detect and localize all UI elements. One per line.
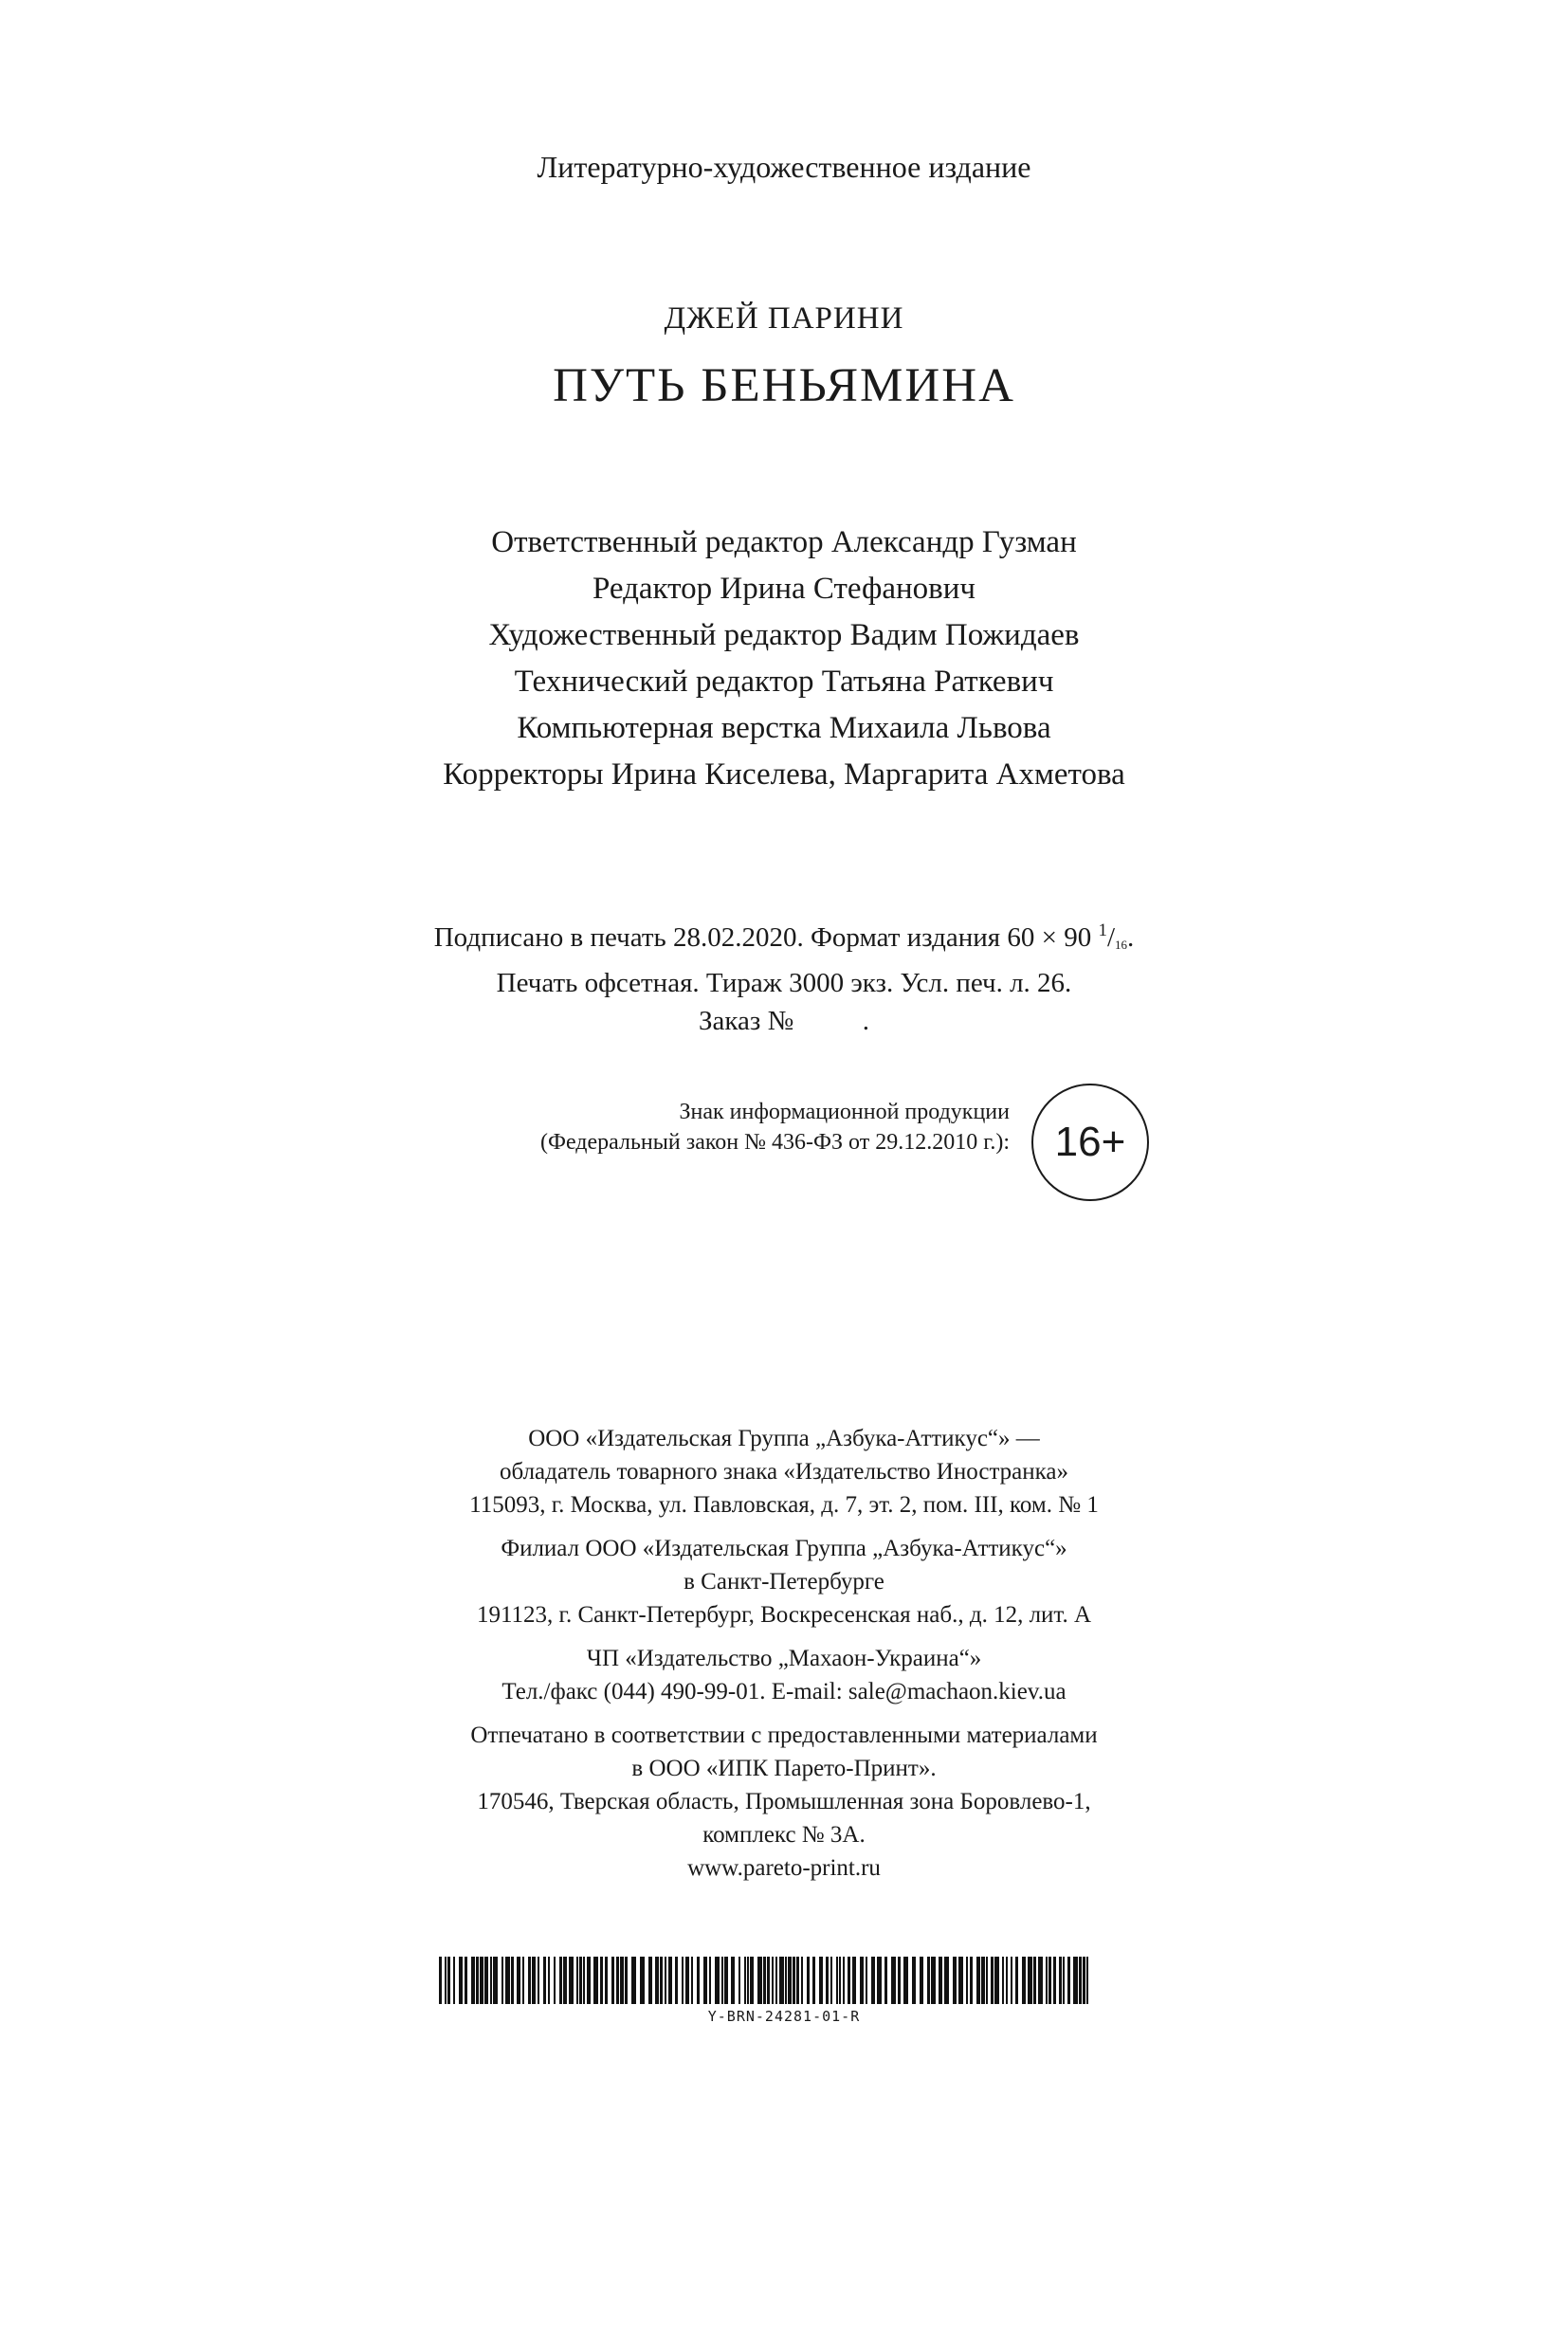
barcode-bar (528, 1957, 531, 2004)
barcode-bar (1086, 1957, 1088, 2004)
barcode-label: Y-BRN-24281-01-R (707, 2008, 861, 2025)
barcode-bar (631, 1957, 636, 2004)
barcode-bar (465, 1957, 467, 2004)
barcode-bar (763, 1957, 766, 2004)
barcode-bar (1028, 1957, 1032, 2004)
publisher-line: в ООО «ИПК Парето-Принт». (631, 1756, 937, 1781)
barcode-bar (569, 1957, 574, 2004)
barcode-bar (953, 1957, 957, 2004)
age-rating-badge: 16+ (1031, 1084, 1149, 1201)
barcode-bar (958, 1957, 963, 2004)
print-format-text: Подписано в печать 28.02.2020. Формат издания 60 × 90 (433, 922, 1099, 953)
barcode-bar (939, 1957, 942, 2004)
barcode-bar (738, 1957, 740, 2004)
credit-line: Художественный редактор Вадим Пожидаев (488, 618, 1080, 652)
barcode-bar (779, 1957, 784, 2004)
barcode-bar (620, 1957, 624, 2004)
barcode-bar (1015, 1957, 1018, 2004)
credit-line: Компьютерная верстка Михаила Львова (517, 711, 1051, 745)
publisher-line: 191123, г. Санкт-Петербург, Воскресенская наб., д. 12, лит. А (476, 1602, 1092, 1628)
barcode-bar (655, 1957, 659, 2004)
barcode-bar (665, 1957, 666, 2004)
fraction-denominator: 16 (1115, 938, 1128, 952)
publisher-group-ukraine (0, 1642, 1568, 1708)
barcode-bar (931, 1957, 936, 2004)
barcode-bar (532, 1957, 536, 2004)
barcode-bar (648, 1957, 652, 2004)
barcode-bar (986, 1957, 988, 2004)
barcode-bar (593, 1957, 598, 2004)
barcode-bar (548, 1957, 550, 2004)
fraction-numerator: 1 (1098, 920, 1107, 940)
barcode-bar (903, 1957, 908, 2004)
barcode-bar (490, 1957, 492, 2004)
genre-label: Литературно-художественное издание (537, 150, 1031, 184)
barcode-bar (685, 1957, 689, 2004)
publisher-line: Филиал ООО «Издательская Группа „Азбука-Аттикус“» (501, 1536, 1067, 1561)
barcode-bar (697, 1957, 700, 2004)
publisher-line: комплекс № 3А. (702, 1822, 866, 1848)
barcode-bar (583, 1957, 585, 2004)
barcode-bar (793, 1957, 795, 2004)
barcode-bar (750, 1957, 754, 2004)
barcode-bar (747, 1957, 749, 2004)
barcode-bar (981, 1957, 985, 2004)
barcode-bar (966, 1957, 968, 2004)
barcode-bar (836, 1957, 838, 2004)
print-run-line: Печать офсетная. Тираж 3000 экз. Усл. печ. л. 26. (496, 968, 1072, 998)
barcode-bar (605, 1957, 608, 2004)
printer-website: www.pareto-print.ru (687, 1855, 881, 1881)
barcode-bar (744, 1957, 746, 2004)
barcode-bar (660, 1957, 663, 2004)
barcode-bar (579, 1957, 582, 2004)
barcode-bar (826, 1957, 829, 2004)
barcode-bar (866, 1957, 867, 2004)
barcode-bar (505, 1957, 510, 2004)
credit-line: Редактор Ирина Стефанович (592, 572, 976, 606)
credit-line: Ответственный редактор Александр Гузман (491, 525, 1077, 559)
barcode-bar (1059, 1957, 1062, 2004)
barcode-bar (731, 1957, 735, 2004)
age-rating-block (0, 1084, 1568, 1178)
barcode-bar (625, 1957, 628, 2004)
barcode-bar (563, 1957, 567, 2004)
barcode-bar (1063, 1957, 1065, 2004)
barcode-bar (439, 1957, 442, 2004)
barcode-bar (757, 1957, 762, 2004)
barcode-bar (538, 1957, 539, 2004)
age-rating-text (0, 1097, 1010, 1157)
barcode-bar (994, 1957, 999, 2004)
publisher-line: Отпечатано в соответствии с предоставленными материалами (470, 1722, 1098, 1748)
barcode-bar (927, 1957, 930, 2004)
barcode-bar (843, 1957, 845, 2004)
barcode-bar (600, 1957, 603, 2004)
barcode-bar (970, 1957, 973, 2004)
publisher-line: 115093, г. Москва, ул. Павловская, д. 7, эт. 2, пом. III, ком. № 1 (469, 1492, 1099, 1518)
barcode-bar (640, 1957, 645, 2004)
print-format-line (0, 912, 1568, 964)
credit-line: Технический редактор Татьяна Раткевич (514, 665, 1054, 699)
barcode-bar (912, 1957, 916, 2004)
barcode-bar (1038, 1957, 1043, 2004)
barcode-bar (830, 1957, 832, 2004)
barcode-bar (991, 1957, 994, 2004)
barcode-bar (860, 1957, 864, 2004)
barcode-bar (788, 1957, 792, 2004)
barcode-bar (480, 1957, 483, 2004)
barcode-bar (1006, 1957, 1008, 2004)
barcode-bar (877, 1957, 882, 2004)
barcode-bar (898, 1957, 901, 2004)
barcode-bar (852, 1957, 856, 2004)
author-name: ДЖЕЙ ПАРИНИ (664, 301, 904, 336)
barcode-bar (1002, 1957, 1004, 2004)
barcode-bar (675, 1957, 678, 2004)
publisher-line: 170546, Тверская область, Промышленная зона Боровлево-1, (477, 1789, 1091, 1814)
barcode-bar (976, 1957, 980, 2004)
barcode-bar (944, 1957, 949, 2004)
barcode-bar (709, 1957, 711, 2004)
barcode-bar (884, 1957, 887, 2004)
barcode-bar (587, 1957, 591, 2004)
barcode-bar (1046, 1957, 1048, 2004)
barcode-bar (1073, 1957, 1078, 2004)
barcode-bar (796, 1957, 799, 2004)
barcode-bar (715, 1957, 720, 2004)
barcode-bar (453, 1957, 455, 2004)
barcode-bar (476, 1957, 479, 2004)
publisher-line: Тел./факс (044) 490-99-01. E-mail: sale@machaon.kiev.ua (501, 1679, 1067, 1704)
barcode-bar (611, 1957, 614, 2004)
barcode-bar (1022, 1957, 1026, 2004)
barcode-bar (839, 1957, 841, 2004)
barcode-bar (445, 1957, 447, 2004)
barcode-bar (871, 1957, 875, 2004)
print-info (0, 912, 1568, 1040)
credits-block (0, 519, 1568, 798)
print-format-end: . (1127, 922, 1135, 953)
barcode-bar (1053, 1957, 1056, 2004)
barcode-bar (891, 1957, 896, 2004)
format-fraction: $^1/_{16}$ (1098, 920, 1128, 953)
barcode-bar (1079, 1957, 1082, 2004)
barcode-bar (517, 1957, 520, 2004)
publisher-group-main (0, 1422, 1568, 1522)
barcode-bar (559, 1957, 562, 2004)
age-rating-law: (Федеральный закон № 436-ФЗ от 29.12.2010 г.): (539, 1130, 1010, 1155)
barcode-bar (703, 1957, 707, 2004)
barcode-bar (785, 1957, 787, 2004)
publisher-block (0, 1422, 1568, 1895)
publisher-line: обладатель товарного знака «Издательство Иностранка» (499, 1459, 1069, 1485)
barcode-bar (848, 1957, 850, 2004)
barcode-bar (668, 1957, 672, 2004)
publisher-group-branch (0, 1532, 1568, 1631)
age-rating-line: Знак информационной продукции (679, 1100, 1010, 1124)
barcode-bar (1011, 1957, 1012, 2004)
barcode-bar (459, 1957, 463, 2004)
publisher-line: ЧП «Издательство „Махаон-Украина“» (586, 1646, 982, 1671)
publisher-line: ООО «Издательская Группа „Азбука-Аттикус“» — (528, 1426, 1040, 1451)
barcode-bar (775, 1957, 777, 2004)
barcode-bar (543, 1957, 546, 2004)
barcode-bar (471, 1957, 475, 2004)
barcode-bar (501, 1957, 503, 2004)
barcode-bar (812, 1957, 815, 2004)
barcode-bar (554, 1957, 556, 2004)
barcode-bar (920, 1957, 923, 2004)
order-number-line: Заказ № . (698, 1006, 870, 1036)
barcode-bar (721, 1957, 723, 2004)
barcode-bar (511, 1957, 514, 2004)
barcode-bar (522, 1957, 524, 2004)
barcode-bar (691, 1957, 693, 2004)
barcode-bar (682, 1957, 684, 2004)
barcode-bar (576, 1957, 578, 2004)
barcode-bar (1033, 1957, 1036, 2004)
book-title: ПУТЬ БЕНЬЯМИНА (553, 359, 1015, 412)
barcode-bar (1067, 1957, 1070, 2004)
barcode-bar (772, 1957, 774, 2004)
barcode-bar (801, 1957, 803, 2004)
credit-line: Корректоры Ирина Киселева, Маргарита Ахметова (443, 757, 1125, 792)
barcode-bar (724, 1957, 728, 2004)
barcode-bar (819, 1957, 823, 2004)
barcode-bar (1048, 1957, 1051, 2004)
barcode-bar (807, 1957, 810, 2004)
barcode-bar (484, 1957, 488, 2004)
barcode-bar (767, 1957, 770, 2004)
barcode-bar (1083, 1957, 1085, 2004)
publisher-group-printer (0, 1719, 1568, 1885)
barcode-image (439, 1957, 1088, 2004)
barcode-bar (616, 1957, 619, 2004)
barcode-bar (493, 1957, 498, 2004)
publisher-line: в Санкт-Петербурге (684, 1569, 884, 1595)
barcode-bar (447, 1957, 450, 2004)
